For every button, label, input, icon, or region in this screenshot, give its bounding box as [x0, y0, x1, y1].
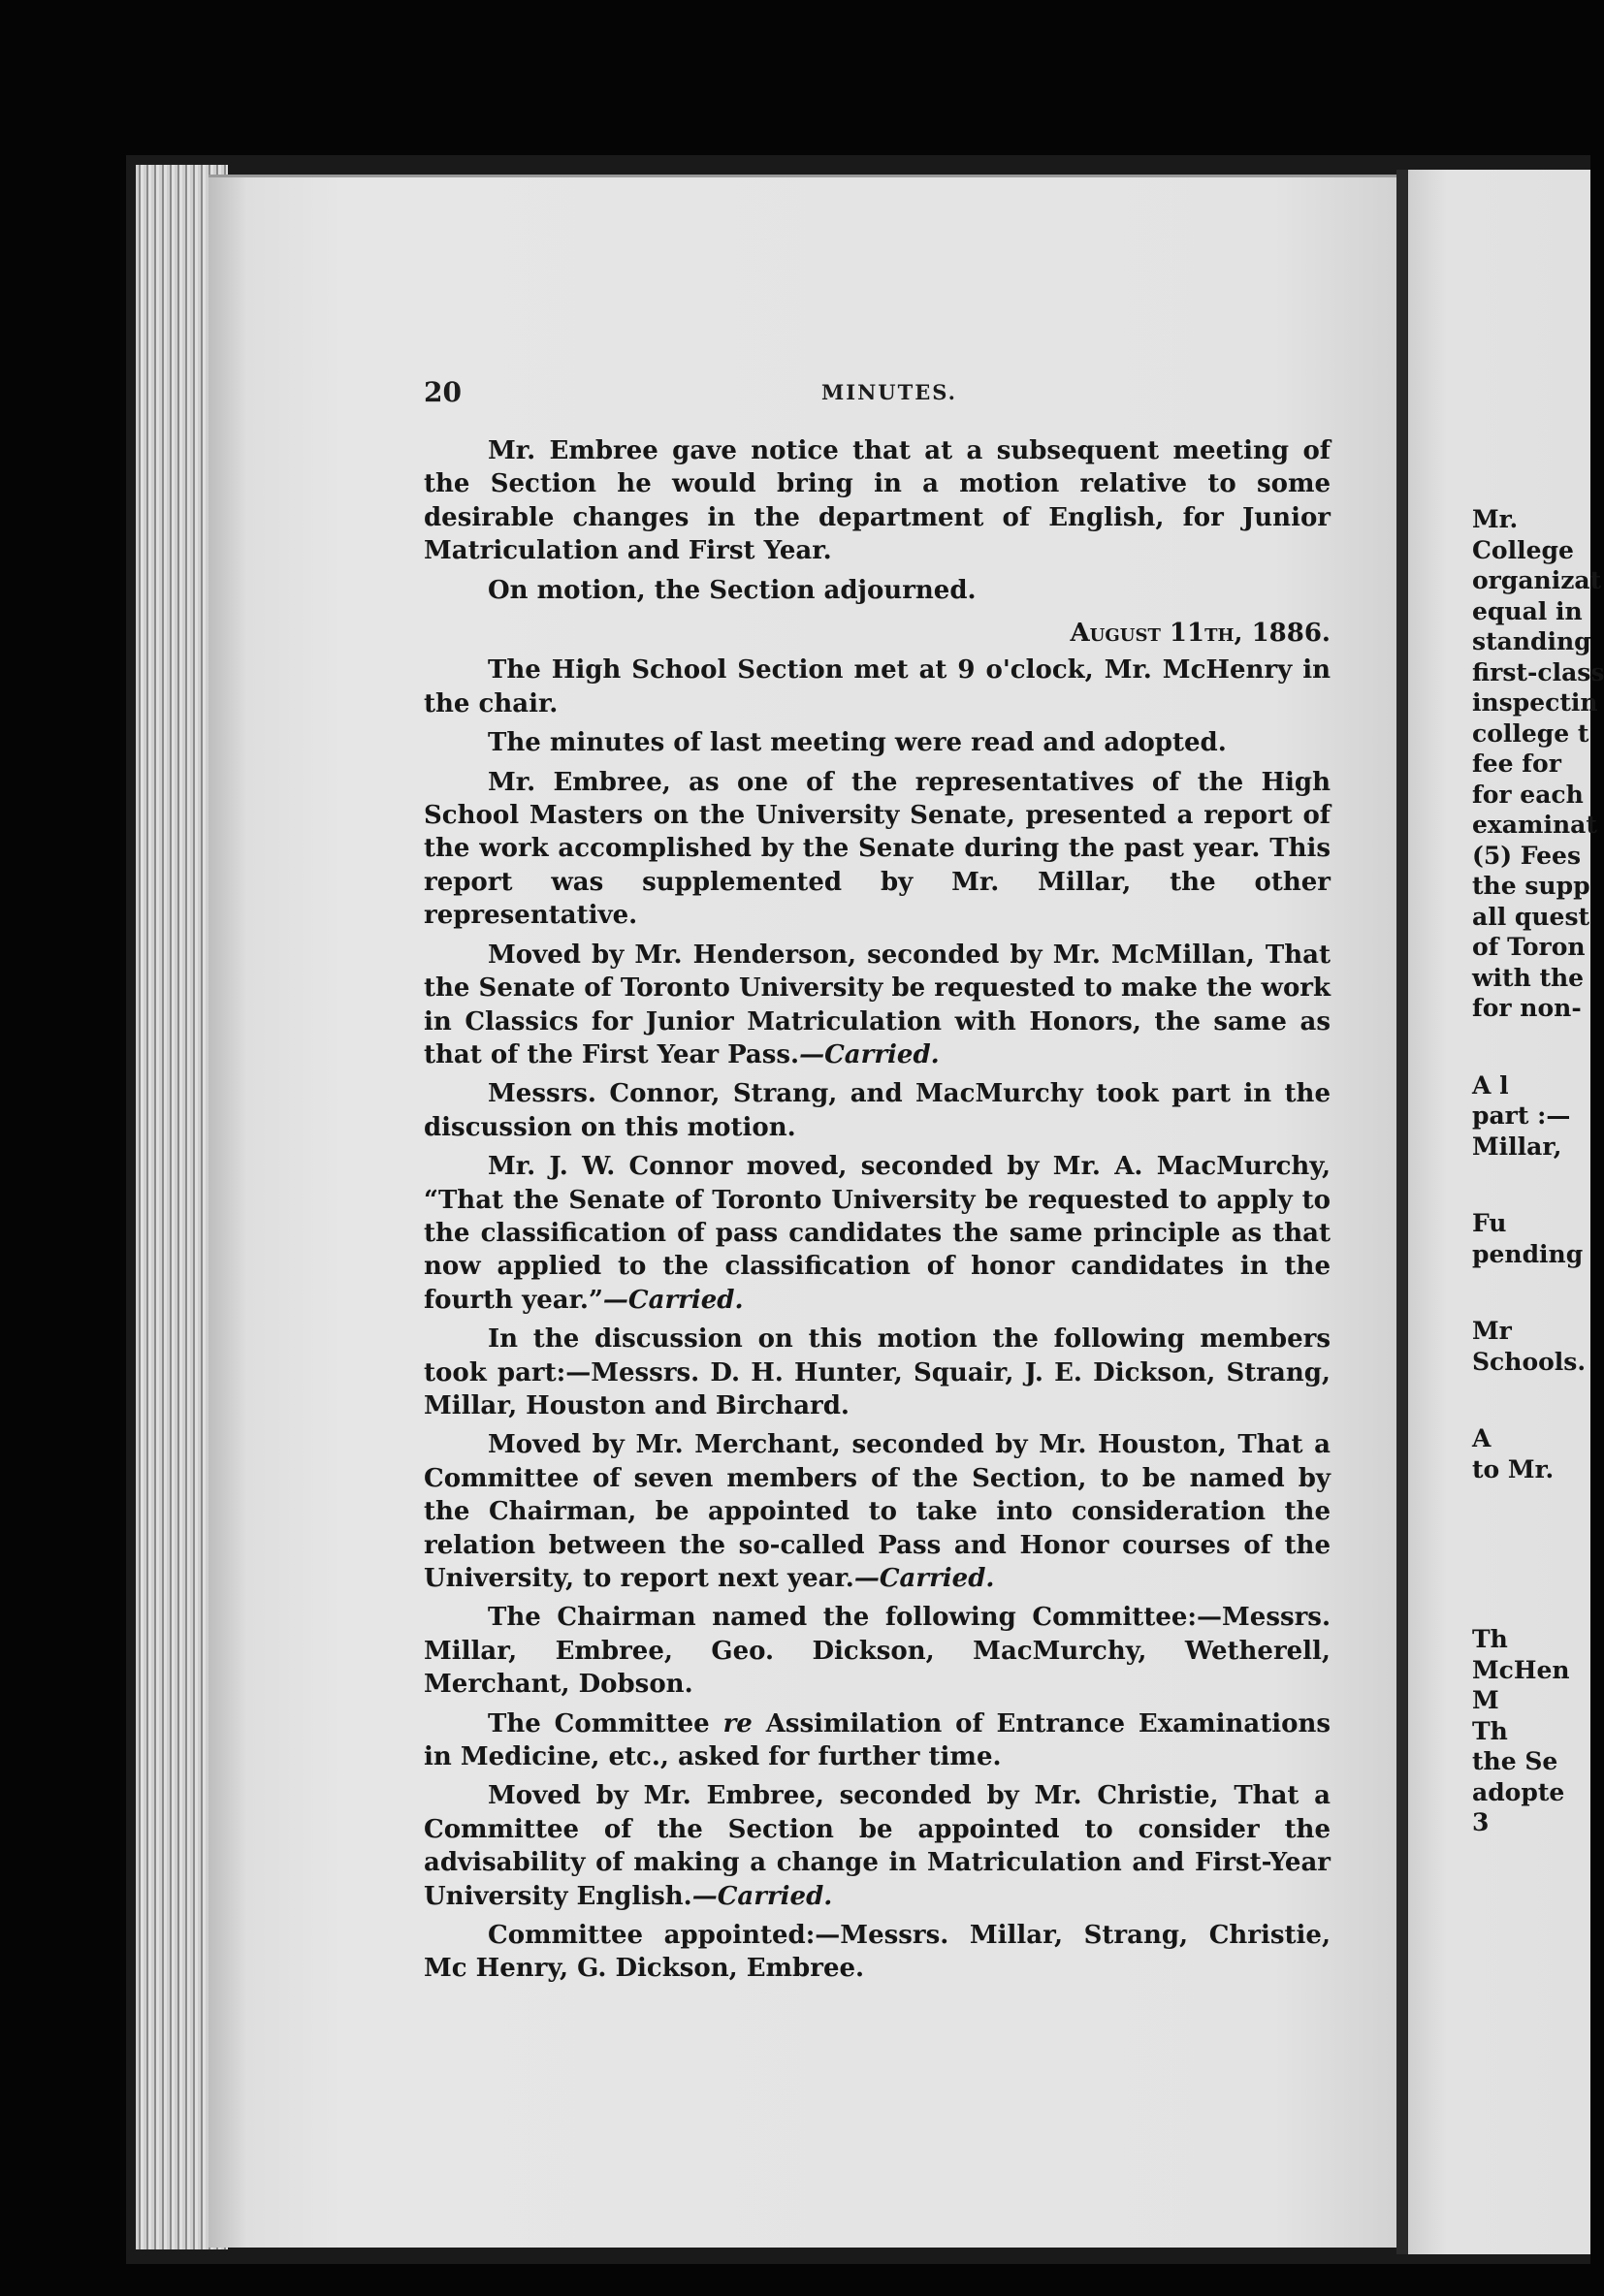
right-page-line: of Toron [1472, 933, 1586, 961]
right-page-line: Schools. [1472, 1347, 1587, 1376]
right-page-line: inspectin [1472, 688, 1598, 717]
motion-text: Moved by Mr. Merchant, seconded by Mr. Houston, That a Committee of seven members of the Section, to be named by the Chairman, be appointed to take into consideration the relation between the so-called Pass and Honor courses of the University, to report next year. [424, 1430, 1331, 1593]
paragraph: In the discussion on this motion the following members took part:—Messrs. D. H. Hunter, Squair, J. E. Dickson, Strang, Millar, Houston and Birchard. [424, 1324, 1331, 1420]
right-page-line: adopte [1472, 1777, 1565, 1806]
paragraph [424, 939, 1331, 1072]
right-page-line: to Mr. [1472, 1454, 1555, 1483]
paragraph: Committee appointed:—Messrs. Millar, Strang, Christie, Mc Henry, G. Dickson, Embree. [424, 1921, 1331, 1984]
right-page-line: Mr [1472, 1317, 1512, 1345]
right-page-line [1472, 1484, 1593, 1531]
right-page-line: Th [1472, 1625, 1508, 1653]
carried-label: —Carried. [853, 1564, 995, 1593]
right-page-line: Millar, [1472, 1132, 1562, 1161]
paragraph: The Chairman named the following Committee:—Messrs. Millar, Embree, Geo. Dickson, MacMurchy, Wetherell, Merchant, Dobson. [424, 1603, 1331, 1700]
right-page-line [1472, 1162, 1593, 1208]
paragraph: The High School Section met at 9 o'clock, Mr. McHenry in the chair. [424, 655, 1331, 718]
carried-label: —Carried. [799, 1039, 940, 1069]
motion-text: Mr. J. W. Connor moved, seconded by Mr. A. MacMurchy, “That the Senate of Toronto University be requested to apply to the classification of pass candidates the same principle as that now applied to the classification of honor candidates in the fourth year.” [424, 1152, 1331, 1315]
right-page-line: the supp [1472, 872, 1590, 900]
right-page-line: examinat [1472, 811, 1597, 839]
paragraph: Messrs. Connor, Strang, and MacMurchy took part in the discussion on this motion. [424, 1079, 1331, 1142]
right-page-line: all quest [1472, 902, 1590, 931]
motion-text: Moved by Mr. Henderson, seconded by Mr. McMillan, That the Senate of Toronto University be requested to make the work in Classics for Junior Matriculation with Honors, the same as that of the First Year Pass. [424, 940, 1331, 1069]
paragraph [424, 1150, 1331, 1317]
right-page-line: for non- [1472, 994, 1582, 1022]
right-page-line: Fu [1472, 1209, 1507, 1237]
paragraph: The minutes of last meeting were read and adopted. [488, 728, 1227, 758]
right-page-line [1472, 1531, 1593, 1578]
dateline: August 11th, 1886. [1070, 619, 1331, 649]
carried-label: —Carried. [691, 1881, 833, 1911]
minutes-text [424, 434, 1331, 1992]
right-page-text [1472, 504, 1604, 1838]
right-page-line: M [1472, 1686, 1499, 1714]
right-page-line [1472, 1024, 1593, 1070]
right-page-line: 3 [1472, 1808, 1490, 1836]
text-segment: The Committee [488, 1708, 710, 1738]
right-page-line: McHen [1472, 1655, 1570, 1684]
right-page-line [1472, 1377, 1593, 1423]
right-page-line: College [1472, 535, 1574, 564]
right-page-line: first-class [1472, 657, 1604, 686]
paragraph [424, 1707, 1331, 1774]
right-page-line: equal in [1472, 596, 1583, 625]
page-number: 20 [424, 376, 462, 408]
right-page-line: Th [1472, 1716, 1508, 1745]
re-word: re [722, 1708, 753, 1738]
paragraph: Mr. Embree gave notice that at a subsequent meeting of the Section he would bring in a motion relative to some desirable changes in the department of English, for Junior Matriculation and First Year. [424, 436, 1331, 566]
book-gutter [1396, 170, 1408, 2254]
right-page-line: part :— [1472, 1101, 1571, 1130]
carried-label: —Carried. [602, 1285, 744, 1315]
right-page-line [1472, 1269, 1593, 1316]
right-page-line: fee for [1472, 749, 1561, 778]
right-page-line [1472, 1578, 1593, 1624]
right-page-line: college t [1472, 718, 1589, 748]
running-head: MINUTES. [821, 380, 957, 404]
right-page-line: A l [1472, 1070, 1509, 1100]
paragraph: On motion, the Section adjourned. [488, 575, 977, 605]
right-page-line: with the [1472, 963, 1585, 992]
right-page-line: pending [1472, 1239, 1584, 1268]
text-segment: Assimilation of Entrance Examinations in Medicine, etc., asked for further time. [424, 1708, 1331, 1772]
paragraph [424, 1428, 1331, 1595]
right-page-line: standing [1472, 627, 1591, 655]
page-header [424, 376, 1326, 415]
right-page-line: for each [1472, 780, 1584, 809]
motion-text: Moved by Mr. Embree, seconded by Mr. Christie, That a Committee of the Section be appointed to consider the advisability of making a change in Matriculation and First-Year University English. [424, 1781, 1331, 1911]
right-page-line: organizat [1472, 566, 1602, 594]
right-page-line: the Se [1472, 1747, 1558, 1775]
paragraph [424, 1779, 1331, 1913]
right-page-line: Mr. [1472, 505, 1519, 533]
right-page-line: (5) Fees [1472, 841, 1582, 870]
right-page-line: A [1472, 1424, 1492, 1452]
paragraph: Mr. Embree, as one of the representatives of the High School Masters on the University Senate, presented a report of the work accomplished by the Senate during the past year. This report was supplemented by Mr. Millar, the other representative. [424, 767, 1331, 931]
